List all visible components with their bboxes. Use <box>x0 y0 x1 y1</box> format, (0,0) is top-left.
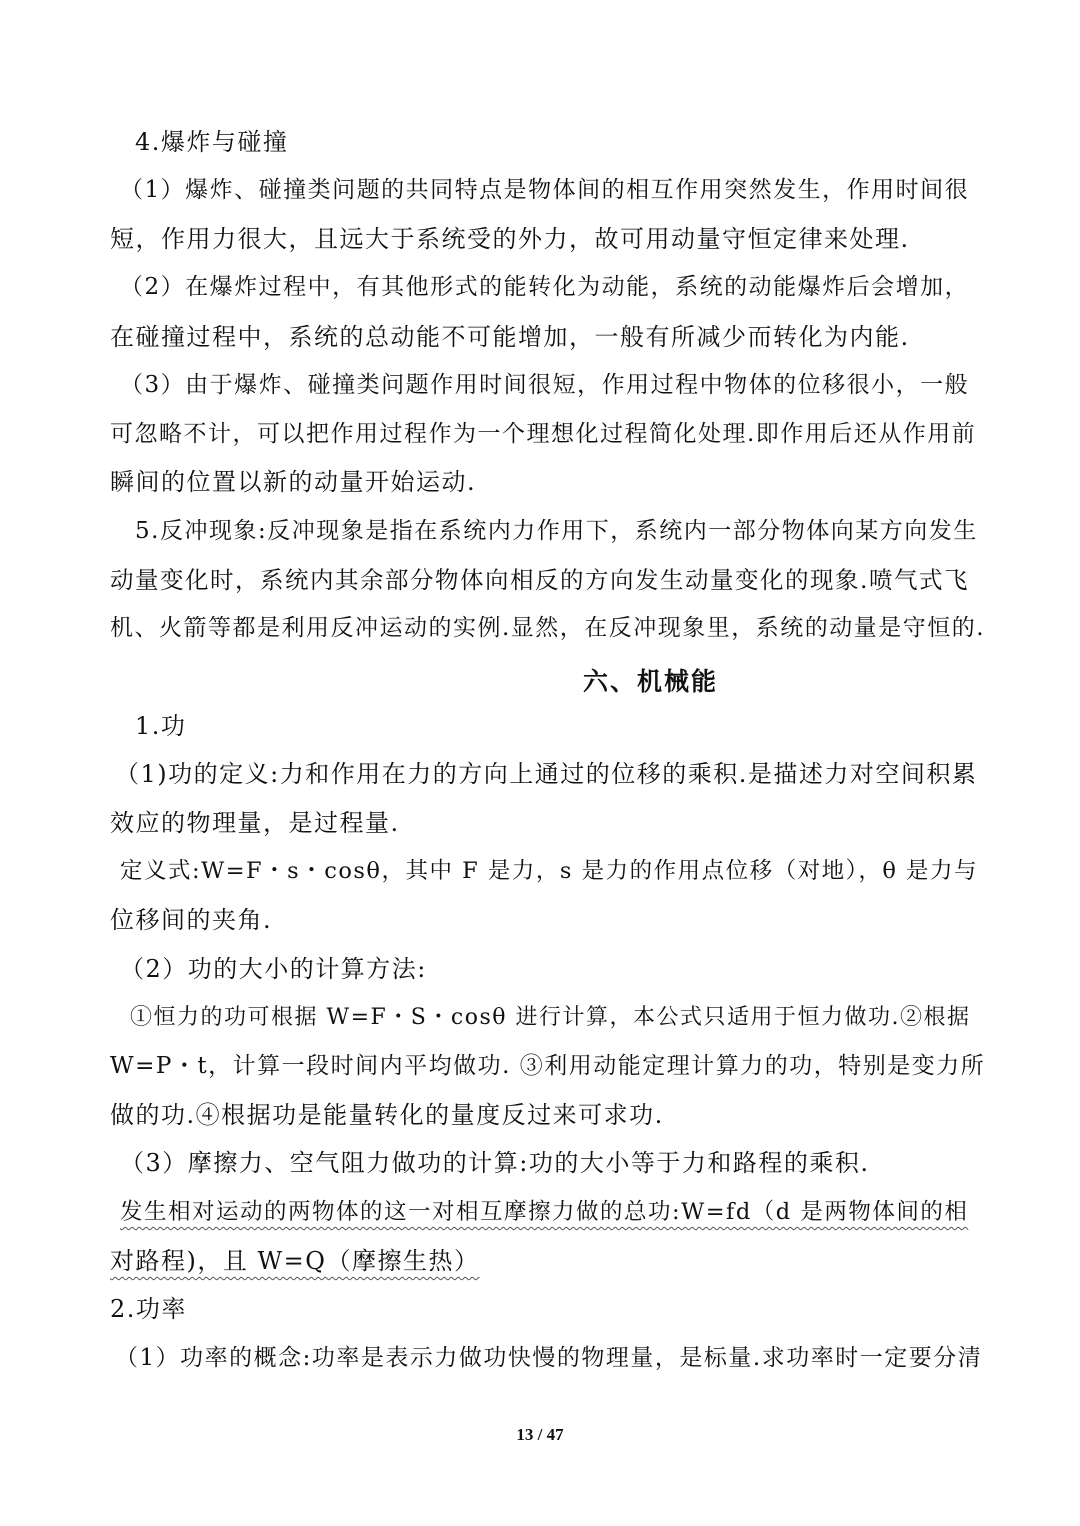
paragraph-line: 机、火箭等都是利用反冲运动的实例.显然，在反冲现象里，系统的动量是守恒的. <box>110 615 986 641</box>
paragraph-line: （1）功率的概念:功率是表示力做功快慢的物理量，是标量.求功率时一定要分清 <box>115 1345 983 1371</box>
underlined-line: 对路程)，且 W=Q（摩擦生热） <box>110 1247 480 1275</box>
underlined-line: 发生相对运动的两物体的这一对相互摩擦力做的总功:W=fd（d 是两物体间的相 <box>120 1199 969 1225</box>
page-number: 13 / 47 <box>516 1425 564 1444</box>
paragraph-line: （2）在爆炸过程中，有其他形式的能转化为动能，系统的动能爆炸后会增加， <box>120 274 970 300</box>
section-heading: 六、机械能 <box>583 667 719 696</box>
paragraph-line: 做的功.④根据功是能量转化的量度反过来可求功. <box>110 1101 664 1129</box>
paragraph-line: 短，作用力很大，且远大于系统受的外力，故可用动量守恒定律来处理. <box>110 225 910 253</box>
paragraph-line: 动量变化时，系统内其余部分物体向相反的方向发生动量变化的现象.喷气式飞 <box>110 566 969 594</box>
paragraph-line: （3）由于爆炸、碰撞类问题作用时间很短，作用过程中物体的位移很小，一般 <box>120 372 970 398</box>
paragraph-line: 4.爆炸与碰撞 <box>135 128 289 156</box>
paragraph-line: （2）功的大小的计算方法: <box>120 955 427 983</box>
paragraph-line: 可忽略不计，可以把作用过程作为一个理想化过程简化处理.即作用后还从作用前 <box>110 421 977 447</box>
paragraph-line: ①恒力的功可根据 W=F・S・cosθ 进行计算，本公式只适用于恒力做功.②根据 <box>130 1005 971 1030</box>
paragraph-line: 在碰撞过程中，系统的总动能不可能增加，一般有所减少而转化为内能. <box>110 323 910 351</box>
paragraph-line: W=P・t，计算一段时间内平均做功. ③利用动能定理计算力的功，特别是变力所 <box>110 1053 986 1079</box>
paragraph-line: 1.功 <box>135 712 187 740</box>
paragraph-line: （1）爆炸、碰撞类问题的共同特点是物体间的相互作用突然发生，作用时间很 <box>120 177 970 203</box>
paragraph-line: 位移间的夹角. <box>110 906 273 934</box>
paragraph-line: （3）摩擦力、空气阻力做功的计算:功的大小等于力和路程的乘积. <box>120 1149 870 1177</box>
paragraph-line: 瞬间的位置以新的动量开始运动. <box>110 468 477 496</box>
paragraph-line: 5.反冲现象:反冲现象是指在系统内力作用下，系统内一部分物体向某方向发生 <box>135 518 978 544</box>
paragraph-line: （1)功的定义:力和作用在力的方向上通过的位移的乘积.是描述力对空间积累 <box>115 760 978 788</box>
paragraph-line: 2.功率 <box>110 1295 187 1323</box>
paragraph-line: 定义式:W=F・s・cosθ，其中 F 是力，s 是力的作用点位移（对地），θ 是力与 <box>120 858 979 884</box>
paragraph-line: 效应的物理量，是过程量. <box>110 809 400 837</box>
